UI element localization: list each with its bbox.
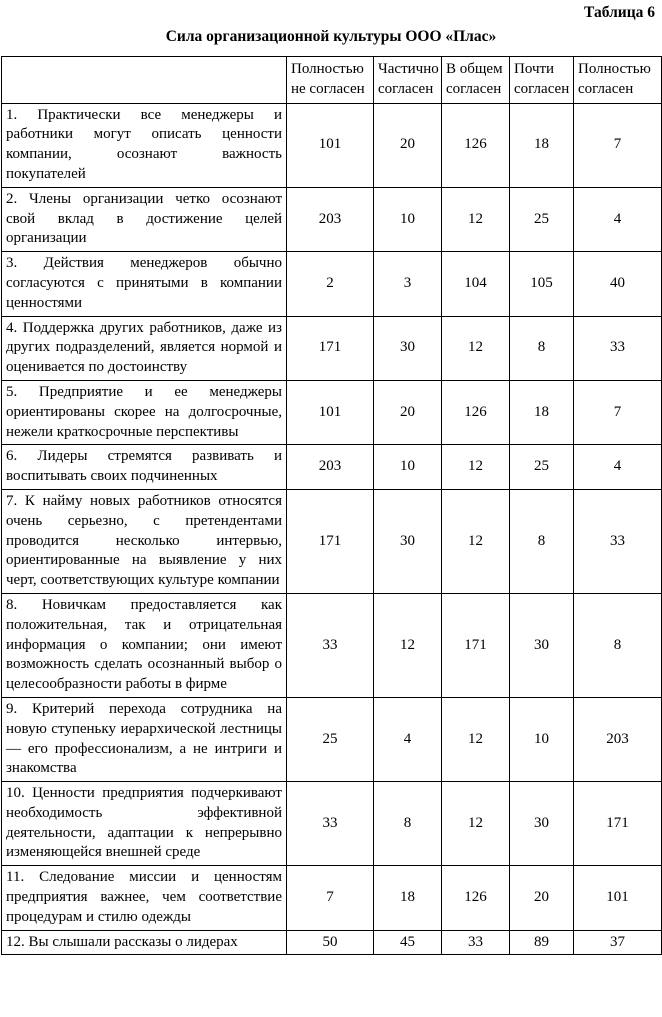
column-header-fully-agree: Полностью согласен [574, 57, 662, 104]
value-cell: 7 [574, 380, 662, 444]
survey-table [1, 56, 662, 955]
value-cell: 25 [510, 187, 574, 251]
table-row [2, 930, 662, 955]
value-cell: 2 [287, 252, 374, 316]
value-cell: 30 [374, 489, 442, 593]
value-cell: 33 [574, 489, 662, 593]
value-cell: 105 [510, 252, 574, 316]
table-header [2, 57, 662, 104]
page-title: Сила организационной культуры ООО «Плас» [165, 28, 497, 45]
value-cell: 89 [510, 930, 574, 955]
value-cell: 171 [287, 316, 374, 380]
statement-cell: 10. Ценности предприятия подчеркивают необходимость эффективной деятельности, адаптации к непрерывно изменяющейся внешней среде [2, 782, 287, 866]
statement-cell: 5. Предприятие и ее менеджеры ориентированы скорее на долгосрочные, нежели краткосрочные перспективы [2, 380, 287, 444]
value-cell: 30 [510, 593, 574, 697]
corner-cell [2, 57, 287, 104]
value-cell: 8 [574, 593, 662, 697]
value-cell: 20 [374, 103, 442, 187]
statement-cell: 8. Новичкам предоставляется как положительная, так и отрицательная информация о компании; они имеют возможность сделать осознанный выбор о целесообразности работы в фирме [2, 593, 287, 697]
value-cell: 18 [374, 866, 442, 930]
value-cell: 20 [374, 380, 442, 444]
value-cell: 171 [287, 489, 374, 593]
statement-cell: 7. К найму новых работников относятся очень серьезно, с претендентами проводится несколько интервью, ориентированные на выявление у них черт, соответствующих культуре компании [2, 489, 287, 593]
value-cell: 33 [442, 930, 510, 955]
value-cell: 40 [574, 252, 662, 316]
value-cell: 37 [574, 930, 662, 955]
statement-cell: 6. Лидеры стремятся развивать и воспитывать своих подчиненных [2, 445, 287, 490]
column-header-generally-agree: В общем согласен [442, 57, 510, 104]
value-cell: 12 [374, 593, 442, 697]
value-cell: 7 [574, 103, 662, 187]
column-header-fully-disagree: Полностью не согласен [287, 57, 374, 104]
header-row [2, 57, 662, 104]
table-row [2, 445, 662, 490]
value-cell: 33 [574, 316, 662, 380]
value-cell: 203 [287, 445, 374, 490]
value-cell: 25 [510, 445, 574, 490]
table-row [2, 593, 662, 697]
table-row [2, 103, 662, 187]
value-cell: 12 [442, 782, 510, 866]
statement-cell: 9. Критерий перехода сотрудника на новую ступеньку иерархической лестницы — его профессионализм, а не интриги и знакомства [2, 697, 287, 781]
value-cell: 12 [442, 187, 510, 251]
table-row [2, 380, 662, 444]
table-row [2, 316, 662, 380]
value-cell: 50 [287, 930, 374, 955]
value-cell: 12 [442, 445, 510, 490]
value-cell: 203 [574, 697, 662, 781]
value-cell: 30 [510, 782, 574, 866]
column-header-almost-agree: Почти согласен [510, 57, 574, 104]
table-row [2, 187, 662, 251]
value-cell: 18 [510, 380, 574, 444]
value-cell: 8 [510, 489, 574, 593]
value-cell: 20 [510, 866, 574, 930]
value-cell: 126 [442, 103, 510, 187]
value-cell: 203 [287, 187, 374, 251]
value-cell: 10 [374, 187, 442, 251]
value-cell: 4 [574, 445, 662, 490]
value-cell: 33 [287, 593, 374, 697]
value-cell: 12 [442, 697, 510, 781]
value-cell: 171 [574, 782, 662, 866]
value-cell: 4 [574, 187, 662, 251]
value-cell: 3 [374, 252, 442, 316]
value-cell: 7 [287, 866, 374, 930]
value-cell: 171 [442, 593, 510, 697]
value-cell: 18 [510, 103, 574, 187]
value-cell: 33 [287, 782, 374, 866]
table-body [2, 103, 662, 955]
value-cell: 101 [287, 103, 374, 187]
value-cell: 12 [442, 316, 510, 380]
table-label: Таблица 6 [584, 4, 655, 21]
value-cell: 12 [442, 489, 510, 593]
statement-cell: 4. Поддержка других работников, даже из других подразделений, является нормой и оценивается по достоинству [2, 316, 287, 380]
table-row [2, 489, 662, 593]
value-cell: 101 [287, 380, 374, 444]
statement-cell: 1. Практически все менеджеры и работники могут описать ценности компании, осознают важность покупателей [2, 103, 287, 187]
value-cell: 8 [374, 782, 442, 866]
value-cell: 10 [510, 697, 574, 781]
statement-cell: 3. Действия менеджеров обычно согласуются с принятыми в компании ценностями [2, 252, 287, 316]
value-cell: 30 [374, 316, 442, 380]
table-row [2, 697, 662, 781]
value-cell: 126 [442, 866, 510, 930]
table-row [2, 782, 662, 866]
value-cell: 25 [287, 697, 374, 781]
value-cell: 8 [510, 316, 574, 380]
value-cell: 104 [442, 252, 510, 316]
statement-cell: 12. Вы слышали рассказы о лидерах [2, 930, 287, 955]
table-row [2, 866, 662, 930]
column-header-partly-agree: Частично согласен [374, 57, 442, 104]
value-cell: 10 [374, 445, 442, 490]
value-cell: 101 [574, 866, 662, 930]
value-cell: 4 [374, 697, 442, 781]
value-cell: 126 [442, 380, 510, 444]
statement-cell: 2. Члены организации четко осознают свой вклад в достижение целей организации [2, 187, 287, 251]
statement-cell: 11. Следование миссии и ценностям предприятия важнее, чем соответствие процедурам и стилю одежды [2, 866, 287, 930]
value-cell: 45 [374, 930, 442, 955]
table-row [2, 252, 662, 316]
